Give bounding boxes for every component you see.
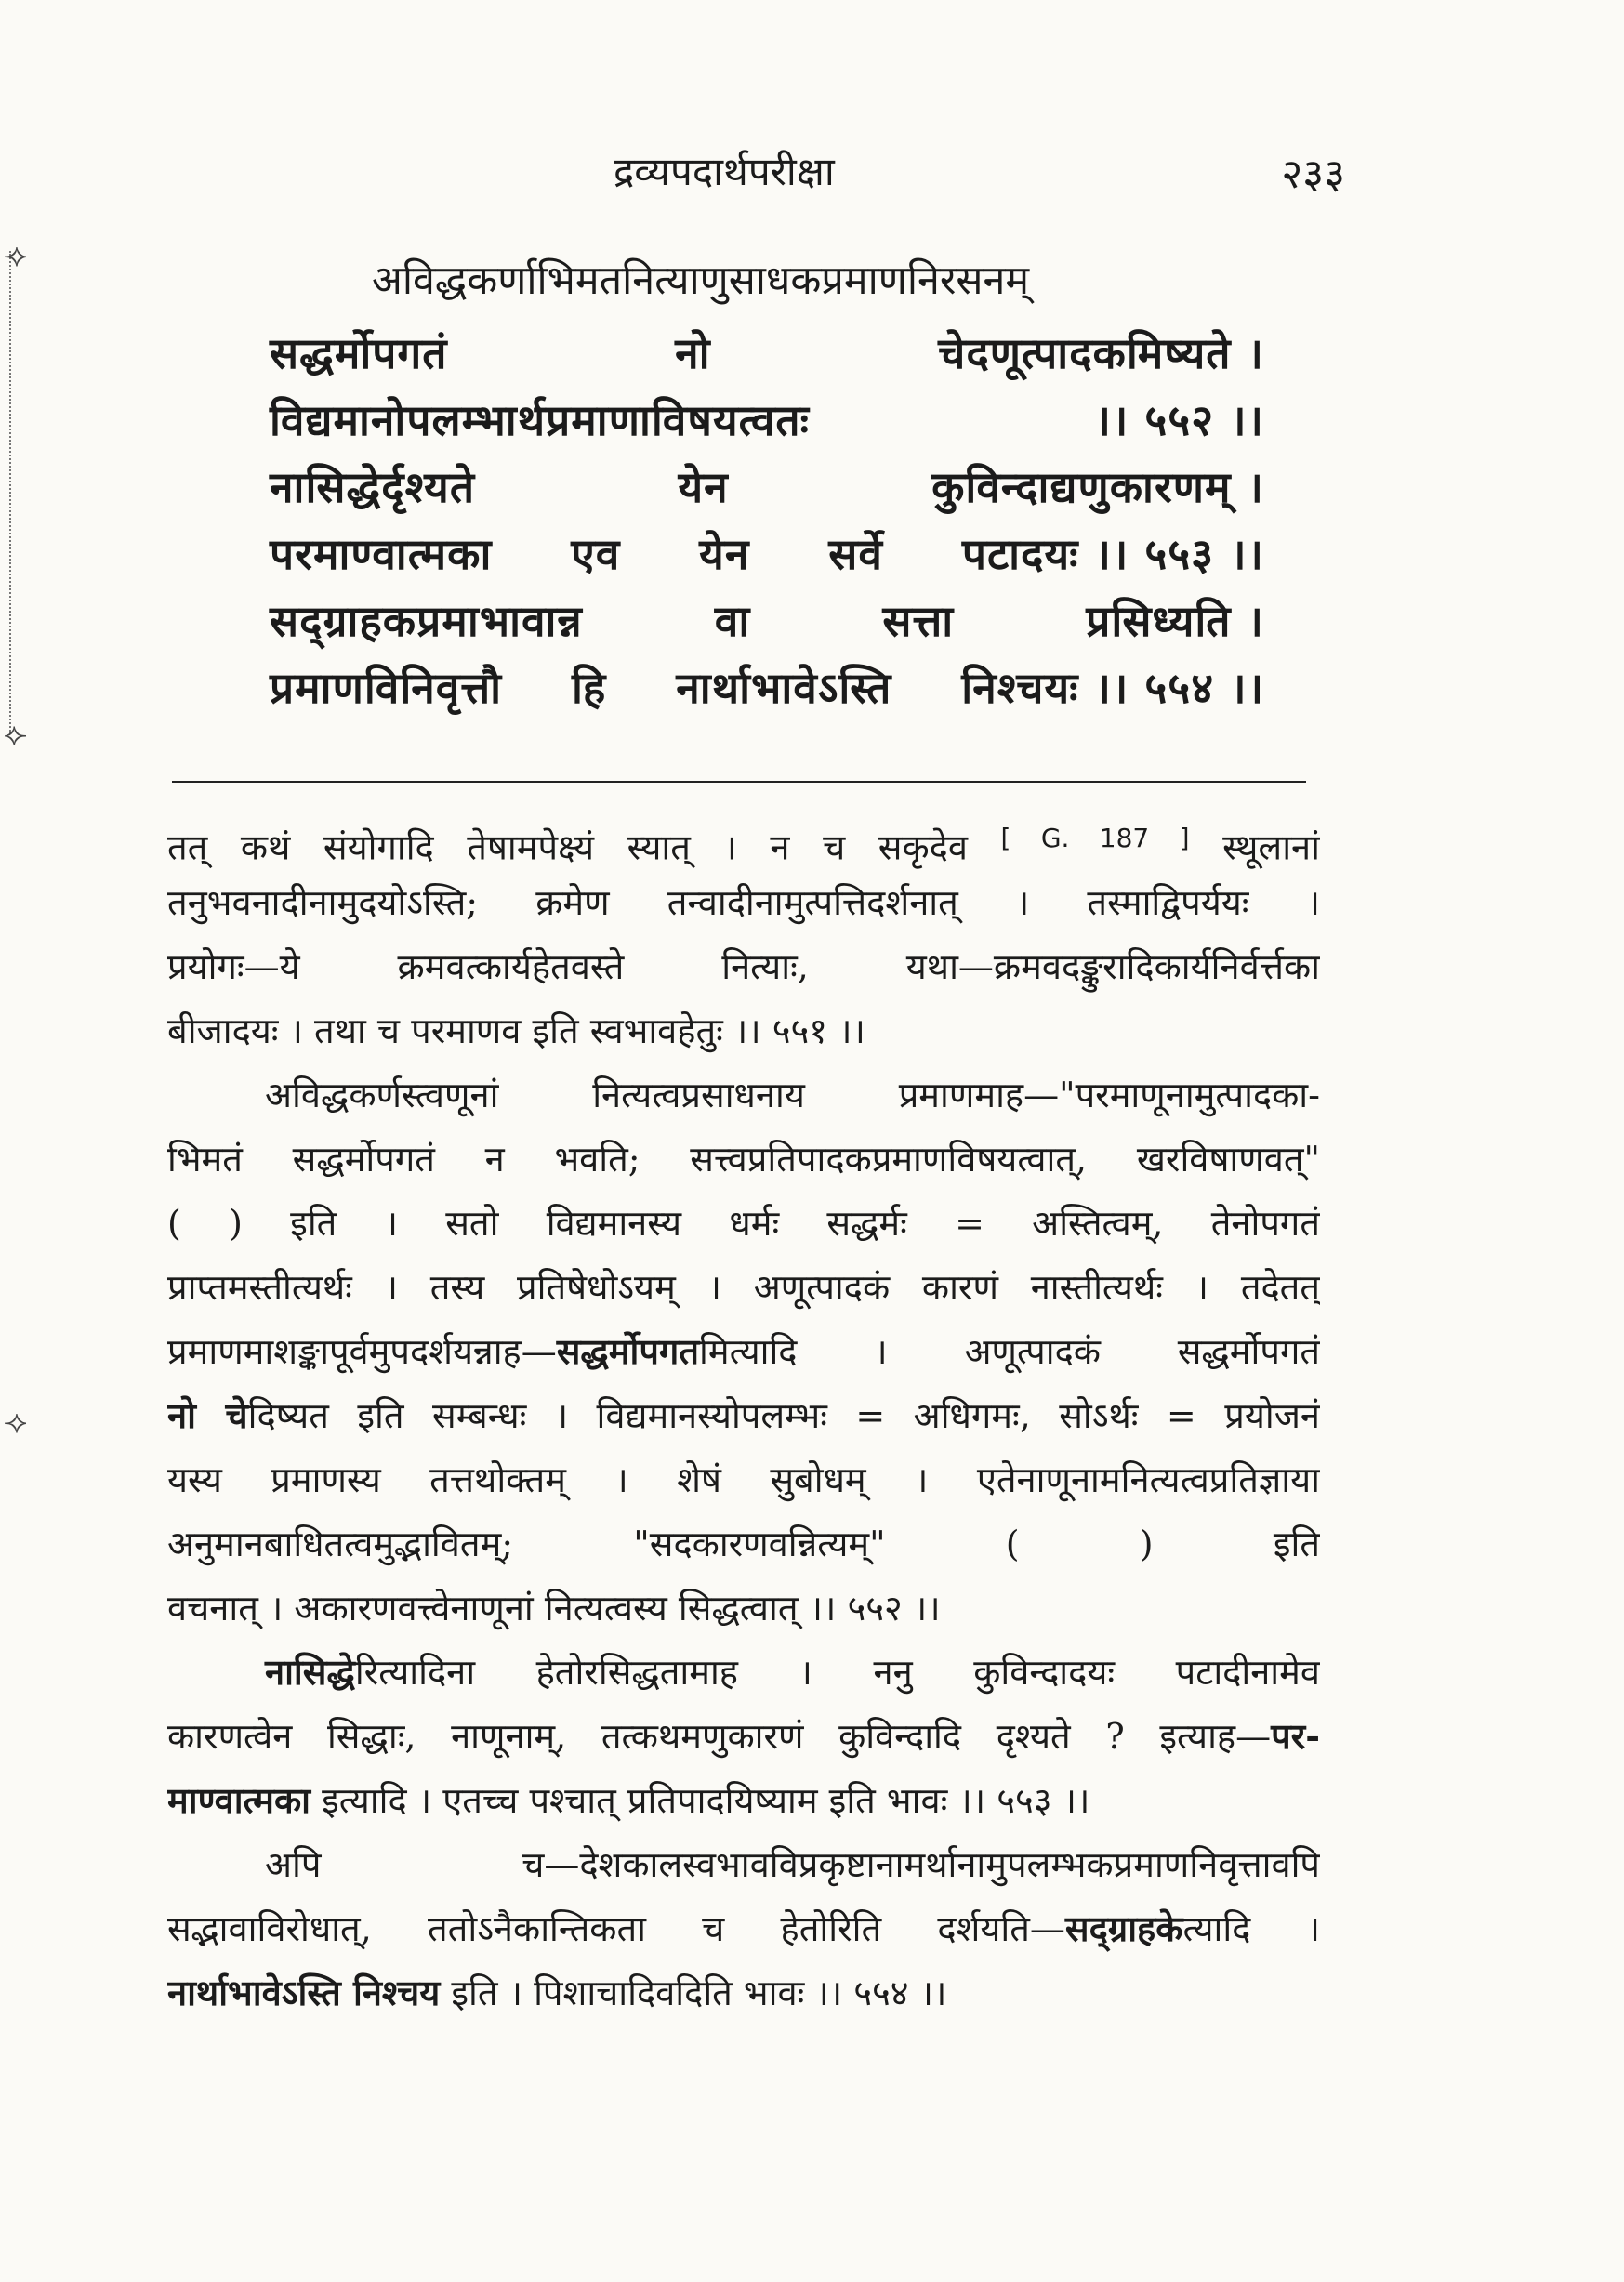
- commentary-line: प्रयोगः—ये क्रमवत्कार्यहेतवस्ते नित्याः, यथा—क्रमवदङ्कुरादिकार्यनिर्वर्त्तका: [167, 946, 1320, 987]
- commentary-bold-term: नासिद्धे: [265, 1651, 355, 1693]
- commentary-text-run: स्थूलानां: [1222, 826, 1320, 868]
- commentary-text-run: सद्भावाविरोधात्, ततोऽनैकान्तिकता च हेतोरिति दर्शयति—: [167, 1908, 1065, 1949]
- verse-number: ।। ५५२ ।।: [1094, 395, 1264, 445]
- commentary-text-run: दिष्यत इति सम्बन्धः । विद्यमानस्योपलम्भः = अधिगमः, सोऽर्थः = प्रयोजनं: [247, 1395, 1320, 1436]
- commentary-text-run: त्यादि ।: [1182, 1908, 1320, 1949]
- commentary-bold-term: माण्वात्मका: [167, 1779, 311, 1821]
- commentary-line: [167, 1965, 1320, 2029]
- commentary-line: [167, 811, 1320, 875]
- commentary-line: भिमतं सद्धर्मोपगतं न भवति; सत्त्वप्रतिपादकप्रमाणविषयत्वात्, खरविषाणवत्": [167, 1139, 1320, 1180]
- verse-word: निश्चयः ।। ५५४ ।।: [961, 663, 1264, 713]
- section-heading: अविद्धकर्णाभिमतनित्याणुसाधकप्रमाणनिरसनम्: [372, 257, 1030, 304]
- verse-word: सत्ता: [882, 596, 955, 646]
- verse-word: सद्धर्मोपगतं: [270, 328, 448, 378]
- verse-word: प्रसिध्यति ।: [1086, 596, 1264, 646]
- commentary-line: अनुमानबाधितत्वमुद्भावितम्; "सदकारणवन्नित्यम्" ( ) इति: [167, 1524, 1320, 1564]
- commentary-line: [167, 1388, 1320, 1452]
- verse-word: नो: [675, 328, 711, 378]
- verse-line: [270, 390, 1264, 457]
- verse-line: [270, 457, 1264, 524]
- verse-word: प्रमाणविनिवृत्तौ: [270, 663, 503, 713]
- verse-word: विद्यमानोपलम्भार्थप्रमाणाविषयत्वतः: [270, 395, 810, 445]
- verse-word: सर्वे: [828, 529, 883, 579]
- commentary-line: [167, 1324, 1320, 1388]
- commentary-bold-term: नो चे: [167, 1394, 248, 1436]
- commentary-line: [167, 1773, 1320, 1837]
- commentary-line: ( ) इति । सतो विद्यमानस्य धर्मः सद्धर्मः = अस्तित्वम्, तेनोपगतं: [167, 1203, 1320, 1244]
- verse-word: चेदणूत्पादकमिष्यते ।: [938, 328, 1264, 378]
- commentary-text-run: इत्यादि । एतच्च पश्चात् प्रतिपादयिष्याम इति भावः ।। ५५३ ।।: [310, 1780, 1090, 1821]
- commentary-line: प्राप्तमस्तीत्यर्थः । तस्य प्रतिषेधोऽयम् । अणूत्पादकं कारणं नास्तीत्यर्थः । तदेतत्: [167, 1267, 1320, 1308]
- commentary-bold-term: सद्धर्मोपगत: [556, 1330, 699, 1372]
- commentary-text: [167, 811, 1320, 2029]
- verse-word: हि: [572, 663, 607, 713]
- commentary-bold-term: नार्थाभावेऽस्ति निश्चय: [167, 1972, 441, 2013]
- binding-mark-icon: ⟢: [4, 237, 28, 274]
- verse-word: वा: [714, 596, 751, 646]
- commentary-text-run: रित्यादिना हेतोरसिद्धतामाह । ननु कुविन्दादयः पटादीनामेव: [354, 1652, 1320, 1693]
- commentary-line: [167, 1901, 1320, 1965]
- running-header: [0, 144, 1624, 200]
- binding-mark-icon: ⟢: [4, 1404, 28, 1441]
- commentary-text-run: इति । पिशाचादिवदिति भावः ।। ५५४ ।।: [440, 1972, 947, 2013]
- commentary-text-run: प्रमाणमाशङ्कापूर्वमुपदर्शयन्नाह—: [167, 1331, 557, 1372]
- verse-word: कुविन्दाद्यणुकारणम् ।: [931, 462, 1264, 512]
- verse-word: नार्थाभावेऽस्ति: [676, 663, 892, 713]
- commentary-line: तनुभवनादीनामुदयोऽस्ति; क्रमेण तन्वादीनामुत्पत्तिदर्शनात् । तस्माद्विपर्ययः ।: [167, 882, 1320, 923]
- verse-line: [270, 323, 1264, 390]
- commentary-line: [167, 1708, 1320, 1773]
- commentary-text-run: कारणत्वेन सिद्धाः, नाणूनाम्, तत्कथमणुकारणं कुविन्दादि दृश्यते ? इत्याह—: [167, 1716, 1272, 1757]
- commentary-line: अविद्धकर्णस्त्वणूनां नित्यत्वप्रसाधनाय प्रमाणमाह—"परमाणूनामुत्पादका-: [265, 1075, 1320, 1115]
- commentary-text-run: मित्यादि । अणूत्पादकं सद्धर्मोपगतं: [699, 1331, 1320, 1372]
- binding-mark-icon: ⟣: [4, 716, 28, 753]
- commentary-text-run: तत् कथं संयोगादि तेषामपेक्ष्यं स्यात् । न च सकृदेव: [167, 826, 968, 868]
- verse-word: नासिद्धेर्दृश्यते: [270, 462, 476, 512]
- separator-rule: [172, 781, 1306, 783]
- commentary-line: [167, 1644, 1320, 1708]
- verse-word: परमाण्वात्मका: [270, 529, 493, 579]
- verse-word: सद्ग्राहकप्रमाभावान्न: [270, 596, 583, 646]
- commentary-bold-term: पर-: [1271, 1715, 1320, 1757]
- commentary-line: बीजादयः । तथा च परमाणव इति स्वभावहेतुः ।। ५५१ ।।: [167, 1010, 865, 1051]
- verse-word: एव: [571, 529, 621, 579]
- verse-word: येन: [699, 529, 750, 579]
- binding-margin-line: [9, 251, 13, 734]
- commentary-line: अपि च—देशकालस्वभावविप्रकृष्टानामर्थानामुपलम्भकप्रमाणनिवृत्तावपि: [265, 1844, 1320, 1885]
- verse-block: [270, 323, 1264, 725]
- verse-word: येन: [678, 462, 729, 512]
- commentary-bold-term: सद्ग्राहके: [1064, 1907, 1183, 1949]
- verse-line: [270, 658, 1264, 725]
- edition-page-reference: [ G. 187 ]: [1000, 823, 1190, 853]
- running-title: द्रव्यपदार्थपरीक्षा: [614, 149, 835, 194]
- commentary-line: वचनात् । अकारणवत्त्वेनाणूनां नित्यत्वस्य सिद्धत्वात् ।। ५५२ ।।: [167, 1588, 941, 1629]
- commentary-line: यस्य प्रमाणस्य तत्तथोक्तम् । शेषं सुबोधम् । एतेनाणूनामनित्यत्वप्रतिज्ञाया: [167, 1459, 1320, 1500]
- verse-line: [270, 524, 1264, 591]
- page-number: २३३: [1281, 151, 1345, 198]
- verse-word: पटादयः ।। ५५३ ।।: [961, 529, 1264, 579]
- verse-line: [270, 591, 1264, 658]
